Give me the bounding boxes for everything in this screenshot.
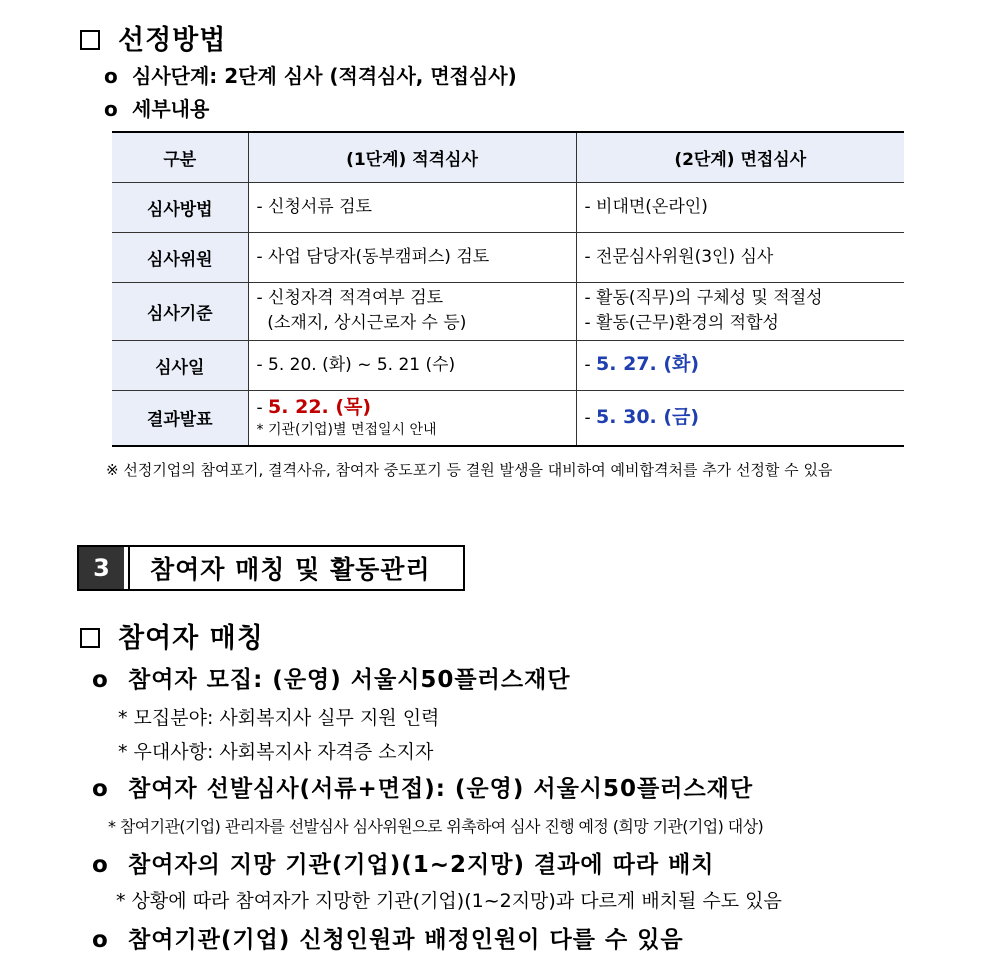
table-header-row bbox=[112, 132, 904, 182]
section-number: 3 bbox=[79, 547, 124, 589]
table-row bbox=[112, 232, 904, 282]
bullet-text: 세부내용 bbox=[132, 97, 210, 121]
row-label: 심사위원 bbox=[112, 232, 248, 282]
bullet-text: 심사단계: 2단계 심사 (적격심사, 면접심사) bbox=[132, 64, 517, 88]
section-3-title: 참여자 매칭 및 활동관리 bbox=[128, 547, 463, 589]
sub-item: * 모집분야: 사회복지사 실무 지원 인력 bbox=[118, 707, 440, 729]
bullet-text: 참여기관(기업) 신청인원과 배정인원이 다를 수 있음 bbox=[128, 927, 684, 953]
table-row bbox=[112, 282, 904, 340]
bullet-text: 참여자의 지망 기관(기업)(1~2지망) 결과에 따라 배치 bbox=[128, 852, 715, 878]
cell-note: * 기관(기업)별 면접일시 안내 bbox=[256, 422, 437, 439]
row-label: 결과발표 bbox=[112, 390, 248, 446]
bullet-item bbox=[104, 93, 209, 122]
cell-prefix: - bbox=[256, 398, 269, 419]
bullet-marker: o bbox=[92, 927, 109, 953]
section-title: 참여자 매칭 bbox=[118, 623, 264, 654]
row-label: 심사기준 bbox=[112, 282, 248, 340]
section-3-header bbox=[77, 545, 465, 591]
bullet-text: 참여자 선발심사(서류+면접): (운영) 서울시50플러스재단 bbox=[128, 776, 754, 802]
bullet-marker: o bbox=[104, 97, 118, 121]
bullet-marker: o bbox=[92, 667, 109, 693]
highlight-date: 5. 30. (금) bbox=[596, 405, 700, 428]
bullet-text: 참여자 모집: (운영) 서울시50플러스재단 bbox=[128, 667, 571, 693]
cell-stage2 bbox=[576, 232, 904, 282]
table-row bbox=[112, 390, 904, 446]
cell-prefix: - bbox=[584, 407, 597, 428]
bullet-item bbox=[92, 661, 571, 694]
bullet-marker: o bbox=[104, 64, 118, 88]
cell-stage1 bbox=[248, 390, 576, 446]
cell-text: (소재지, 상시근로자 수 등) bbox=[256, 313, 467, 333]
highlight-date: 5. 27. (화) bbox=[596, 353, 700, 375]
bullet-item bbox=[92, 921, 684, 954]
cell-stage1 bbox=[248, 282, 576, 340]
row-label: 심사방법 bbox=[112, 182, 248, 232]
cell-text: - 5. 20. (화) ~ 5. 21 (수) bbox=[256, 354, 456, 375]
section-heading-selection bbox=[80, 18, 226, 57]
bullet-marker: o bbox=[92, 852, 109, 878]
table-footnote: ※ 선정기업의 참여포기, 결격사유, 참여자 중도포기 등 결원 발생을 대비하여 예비합격처를 추가 선정할 수 있음 bbox=[106, 461, 833, 479]
row-label: 심사일 bbox=[112, 340, 248, 390]
cell-prefix: - bbox=[584, 355, 597, 375]
cell-text: - 전문심사위원(3인) 심사 bbox=[584, 246, 774, 267]
cell-stage1 bbox=[248, 182, 576, 232]
bullet-item bbox=[104, 60, 517, 89]
cell-text: - 신청서류 검토 bbox=[256, 196, 372, 217]
cell-text: - 활동(직무)의 구체성 및 적절성 bbox=[584, 288, 823, 308]
table-row bbox=[112, 340, 904, 390]
cell-stage2 bbox=[576, 182, 904, 232]
cell-text: - 활동(근무)환경의 적합성 bbox=[584, 313, 779, 333]
table-header: (1단계) 적격심사 bbox=[248, 132, 576, 182]
cell-stage1 bbox=[248, 340, 576, 390]
section-title: 선정방법 bbox=[118, 25, 227, 56]
cell-stage2 bbox=[576, 282, 904, 340]
cell-stage1 bbox=[248, 232, 576, 282]
table-header: 구분 bbox=[112, 132, 248, 182]
sub-note: * 참여기관(기업) 관리자를 선발심사 심사위원으로 위촉하여 심사 진행 예정 (희망 기관(기업) 대상) bbox=[108, 817, 764, 836]
table-header: (2단계) 면접심사 bbox=[576, 132, 904, 182]
cell-text: - 사업 담당자(동부캠퍼스) 검토 bbox=[256, 246, 490, 267]
bullet-marker: o bbox=[92, 776, 109, 802]
sub-item: * 우대사항: 사회복지사 자격증 소지자 bbox=[118, 741, 434, 763]
cell-text: - 비대면(온라인) bbox=[584, 196, 708, 217]
section-heading-matching bbox=[80, 616, 264, 655]
cell-stage2 bbox=[576, 390, 904, 446]
bullet-item bbox=[92, 846, 715, 879]
table-row bbox=[112, 182, 904, 232]
checkbox-square-icon bbox=[80, 628, 100, 648]
cell-stage2 bbox=[576, 340, 904, 390]
cell-text: - 신청자격 적격여부 검토 bbox=[256, 288, 444, 308]
checkbox-square-icon bbox=[80, 30, 100, 50]
sub-note: * 상황에 따라 참여자가 지망한 기관(기업)(1~2지망)과 다르게 배치될 수도 있음 bbox=[116, 890, 782, 912]
selection-table bbox=[112, 131, 904, 447]
bullet-item bbox=[92, 770, 753, 803]
highlight-date: 5. 22. (목) bbox=[268, 396, 372, 419]
